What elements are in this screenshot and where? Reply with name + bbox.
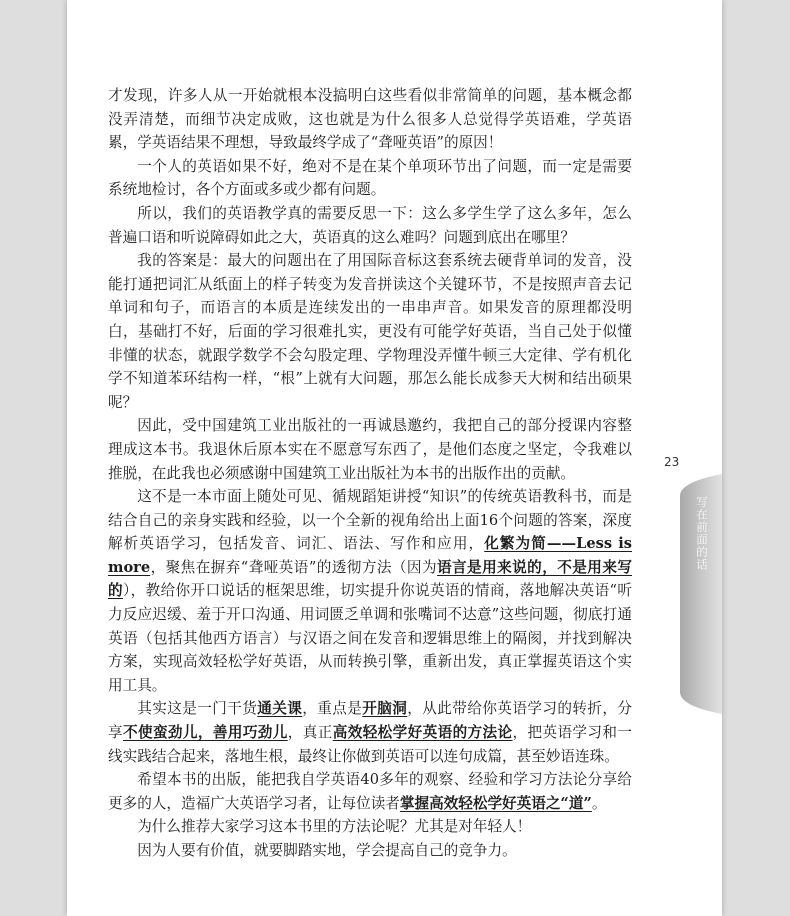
paragraph-8 — [108, 768, 632, 815]
p6-highlight-simplify: 化繁为简——Less is more — [108, 535, 632, 576]
body-text — [108, 84, 632, 863]
p7-text-e: ，从此带给你英语学习的转折，分享 — [108, 700, 632, 742]
p6-highlight-language-spoken: 语言是用来说的，不是用来写的 — [108, 558, 632, 600]
paragraph-7 — [108, 697, 632, 768]
section-tab-label: 写在前面的话 — [695, 496, 709, 571]
paragraph-1: 才发现，许多人从一开始就根本没搞明白这些看似非常简单的问题，基本概念都没弄清楚，而细节决定成败，这也就是为什么很多人总觉得学英语难，学英语累，学英语结果不理想，导致最终学成了“聋哑英语”的原因！ — [108, 87, 632, 152]
p7-highlight-skill: 不使蛮劲儿，善用巧劲儿 — [122, 724, 288, 742]
p7-text-g: ，真正 — [287, 724, 333, 742]
p8-text-c: 。 — [591, 794, 607, 812]
page-number: 23 — [664, 455, 680, 469]
paragraph-5: 因此，受中国建筑工业出版社的一再诚恳邀约，我把自己的部分授课内容整理成这本书。我退休后原本实在不愿意写东西了，是他们态度之坚定，令我难以推脱，在此我也必须感谢中国建筑工业出版社为本书的出版作出的贡献。 — [108, 417, 632, 482]
paragraph-4: 我的答案是：最大的问题出在了用国际音标这套系统去硬背单词的发音，没能打通把词汇从纸面上的样子转变为发音拼读这个关键环节，不是按照声音去记单词和句子，而语言的本质是连续发出的一串串声音。如果发音的原理都没明白，基础打不好，后面的学习很难扎实，更没有可能学好英语，当自己处于似懂非懂的状态，就跟学数学不会勾股定理、学物理没弄懂牛顿三大定律、学有机化学不知道苯环结构一样，“根”上就有大问题，那怎么能长成参天大树和结出硕果呢？ — [108, 252, 632, 411]
p6-text-e: ），教给你开口说话的框架思维，切实提升你说英语的情商，落地解决英语“听力反应迟缓、羞于开口沟通、用词匮乏单调和张嘴词不达意”这些问题，彻底打通英语（包括其他西方语言）与汉语之间在发音和逻辑思维上的隔阂，并找到解决方案，实现高效轻松学好英语，从而转换引擎，重新出发，真正掌握英语这个实用工具。 — [108, 582, 632, 694]
section-tab — [680, 474, 722, 714]
p7-text-c: ，重点是 — [302, 700, 363, 718]
paragraph-6 — [108, 485, 632, 697]
p6-text-c: ，聚焦在摒弃“聋哑英语”的透彻方法（因为 — [150, 558, 437, 576]
p8-highlight-dao: 掌握高效轻松学好英语之“道” — [399, 794, 592, 812]
paragraph-3: 所以，我们的英语教学真的需要反思一下：这么多学生学了这么多年，怎么普遍口语和听说障碍如此之大，英语真的这么难吗？问题到底出在哪里？ — [108, 204, 632, 246]
p7-highlight-method: 高效轻松学好英语的方法论 — [332, 724, 513, 742]
p8-text-a: 希望本书的出版，能把我自学英语40多年的观察、经验和学习方法论分享给更多的人，造福广大英语学习者，让每位读者 — [108, 771, 632, 812]
p7-highlight-mind: 开脑洞 — [362, 700, 408, 718]
p7-text-a: 其实这是一门干货 — [137, 700, 258, 718]
p7-highlight-course: 通关课 — [257, 700, 303, 718]
p7-text-i: ，把英语学习和一线实践结合起来，落地生根，最终让你做到英语可以连句成篇，甚至妙语连珠。 — [108, 724, 632, 765]
paragraph-9: 为什么推荐大家学习这本书里的方法论呢？尤其是对年轻人！ — [137, 818, 532, 836]
paragraph-2: 一个人的英语如果不好，绝对不是在某个单项环节出了问题，而一定是需要系统地检讨，各个方面或多或少都有问题。 — [108, 157, 632, 199]
p6-text-a: 这不是一本市面上随处可见、循规蹈矩讲授“知识”的传统英语教科书，而是结合自己的亲身实践和经验，以一个全新的视角给出上面16个问题的答案，深度解析英语学习，包括发音、词汇、语法、写作和应用， — [108, 488, 632, 553]
paragraph-10: 因为人要有价值，就要脚踏实地，学会提高自己的竞争力。 — [137, 842, 517, 859]
